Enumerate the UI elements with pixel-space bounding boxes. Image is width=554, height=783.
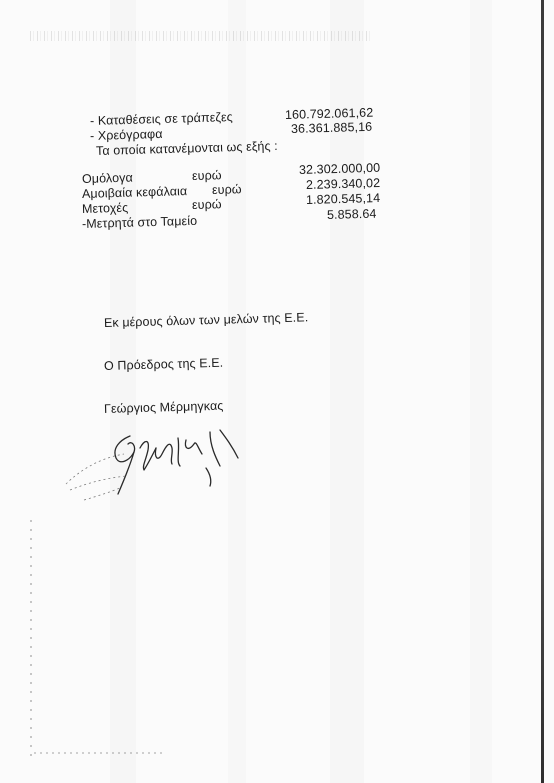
allocation-value: 2.239.340,02: [305, 175, 381, 192]
allocation-currency: ευρώ: [191, 197, 222, 212]
allocation-value: 1.820.545,14: [305, 190, 381, 207]
securities-value: 36.361.885,16: [290, 119, 373, 136]
scan-noise-left: [30, 520, 32, 760]
scan-streak: [470, 0, 492, 783]
scan-noise-top: [30, 31, 370, 41]
allocation-label: -Μετρητά στο Ταμείο: [81, 213, 198, 231]
allocation-label: Αμοιβαία κεφάλαια: [81, 184, 188, 201]
allocation-label: Ομόλογα: [81, 170, 134, 186]
president-title: Ο Πρόεδρος της Ε.Ε.: [103, 355, 224, 373]
handwritten-signature: [60, 418, 250, 508]
scan-noise-bottom: [34, 752, 164, 754]
allocation-value: 5.858.64: [326, 206, 377, 222]
deposits-label: - Καταθέσεις σε τράπεζες: [89, 110, 234, 128]
deposits-value: 160.792.061,62: [284, 105, 374, 122]
on-behalf-line: Εκ μέρους όλων των μελών της Ε.Ε.: [103, 310, 309, 330]
allocation-label: Μετοχές: [81, 200, 129, 216]
allocation-value: 32.302.000,00: [298, 160, 381, 177]
allocation-currency: ευρώ: [191, 168, 222, 183]
allocation-currency: ευρώ: [211, 182, 242, 197]
securities-label: - Χρεόγραφα: [89, 126, 163, 143]
president-name: Γεώργιος Μέρμηγκας: [103, 398, 224, 416]
scan-edge-right: [541, 0, 544, 783]
allocation-intro: Τα οποία κατανέμονται ως εξής :: [95, 138, 278, 158]
